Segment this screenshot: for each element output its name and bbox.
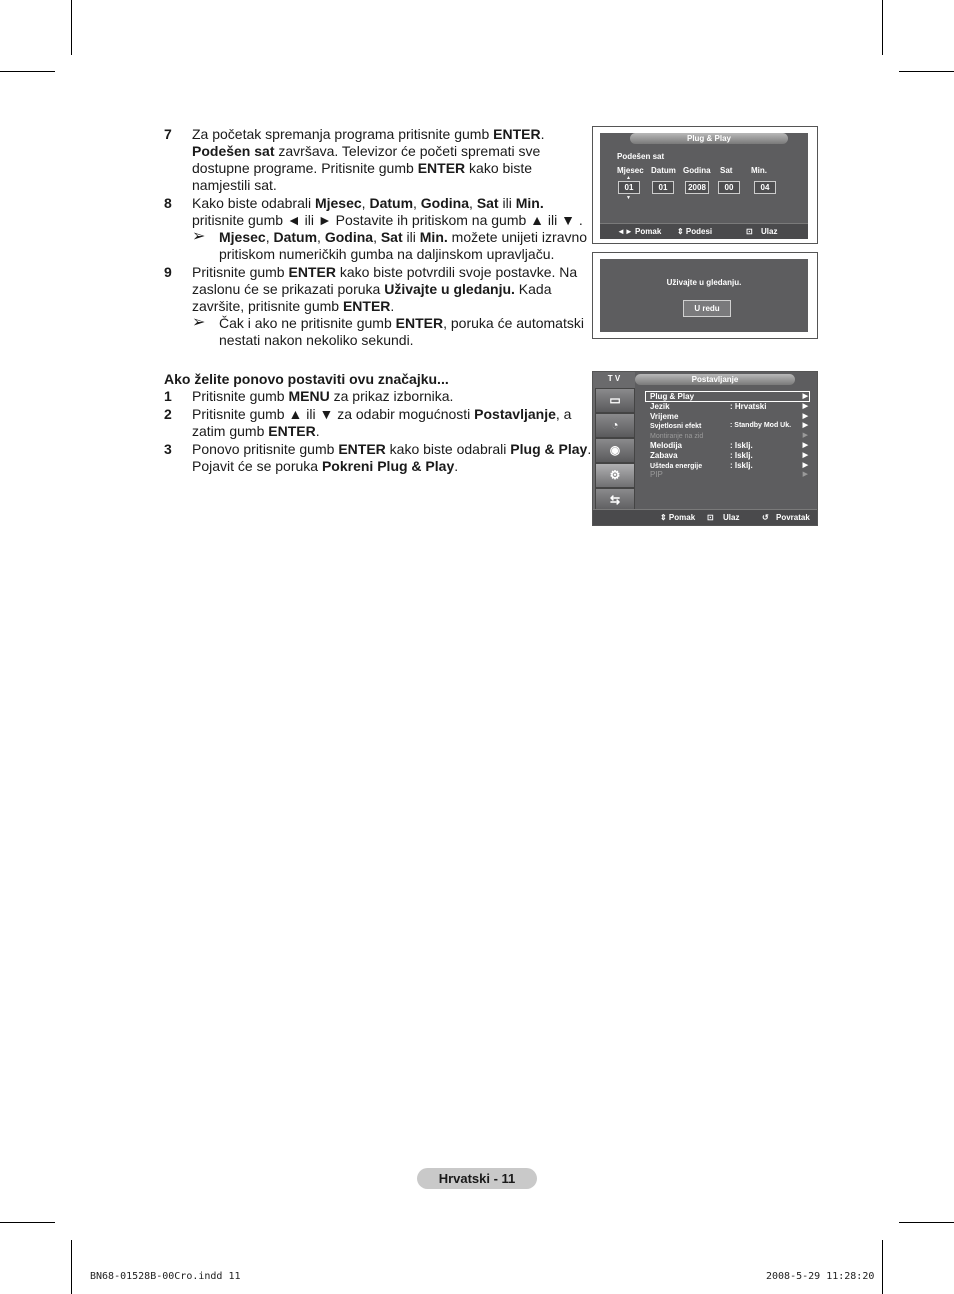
menu-item-label: Montiranje na zid [650, 433, 704, 441]
crop-mark [0, 1222, 55, 1223]
menu-arrow-icon: ▶ [802, 451, 808, 459]
menu-item[interactable] [650, 421, 812, 431]
field-label: Godina [683, 166, 711, 175]
emphasis-text: Uživajte u gledanju. [384, 281, 515, 297]
footer-enter: Ulaz [761, 227, 778, 236]
body-text: Pritisnite gumb [192, 388, 289, 404]
menu-item-value: : Standby Mod Uk. [730, 422, 792, 430]
body-text: Kako biste odabrali [192, 195, 315, 211]
menu-arrow-icon: ▶ [802, 393, 808, 400]
menu-arrow-icon: ▶ [802, 461, 808, 469]
footer-move: ◄► Pomak [617, 227, 662, 236]
menu-item[interactable] [650, 451, 812, 461]
crop-mark [882, 1240, 883, 1294]
file-slug: BN68-01528B-00Cro.indd 11 [90, 1271, 241, 1282]
body-text: ili [402, 229, 420, 245]
screen-plug-play [600, 133, 808, 239]
menu-arrow-icon: ▶ [802, 412, 808, 420]
step-item [164, 126, 592, 194]
menu-arrow-icon: ▶ [802, 471, 808, 479]
emphasis-text: ENTER [417, 160, 466, 176]
crop-mark [71, 1240, 72, 1294]
body-text: Kada završite, pritisnite gumb [192, 281, 552, 314]
body-text: , a zatim gumb [192, 406, 572, 439]
crop-mark [882, 0, 883, 55]
down-arrow-icon: ▼ [626, 195, 631, 201]
body-text: , [361, 195, 370, 211]
enter-icon: ⊡ [746, 227, 753, 236]
note-arrow-icon: ➢ [192, 314, 206, 331]
step-number: 8 [164, 195, 172, 211]
step-number: 2 [164, 406, 172, 422]
menu-title: Postavljanje [635, 374, 795, 385]
menu-item-value: : Isklj. [730, 441, 753, 450]
emphasis-text: ENTER [338, 441, 386, 457]
emphasis-text: Pokreni Plug & Play [321, 458, 455, 474]
footer-back: Povratak [776, 513, 810, 522]
body-text: Pritisnite gumb [192, 264, 289, 280]
menu-item-label: Jezik [650, 401, 670, 411]
body-text: . [540, 126, 545, 142]
body-text: kako biste namjestili sat. [192, 160, 533, 193]
emphasis-text: Min. [515, 195, 544, 211]
sound-menu-icon[interactable]: ◔ [595, 413, 635, 438]
input-menu-icon[interactable]: ⇆ [595, 488, 635, 513]
step-text [192, 195, 592, 229]
menu-item[interactable] [650, 441, 812, 451]
menu-item[interactable] [650, 412, 812, 422]
menu-footer [593, 509, 817, 525]
emphasis-text: MENU [288, 388, 330, 404]
menu-item-label: Vrijeme [650, 411, 679, 421]
menu-item-value: : Hrvatski [730, 401, 767, 411]
body-text: , poruka će automatski nestati nakon nekoliko sekundi. [219, 315, 584, 348]
emphasis-text: Godina [420, 195, 470, 211]
enter-icon: ⊡ [707, 513, 714, 522]
menu-arrow-icon: ▶ [802, 402, 808, 410]
menu-item[interactable] [650, 461, 812, 471]
instructions-column [164, 126, 592, 476]
menu-item[interactable] [650, 431, 812, 441]
menu-item-label: Zabava [650, 450, 678, 460]
step-item [164, 195, 592, 263]
step-text [192, 406, 592, 440]
step-number: 3 [164, 441, 172, 457]
step-number: 1 [164, 388, 172, 404]
emphasis-text: Podešen sat [192, 143, 275, 159]
footer-adjust: ⇕ Podesi [677, 227, 713, 236]
step-item [164, 264, 592, 349]
step-note [192, 229, 592, 263]
body-text: , [317, 229, 325, 245]
menu-item-label: Svjetlosni efekt [650, 423, 702, 431]
tv-label: T V [607, 374, 621, 383]
up-arrow-icon: ▲ [626, 175, 631, 181]
step-number: 7 [164, 126, 172, 142]
body-text: završava. Televizor će početi spremati sve dostupne programe. Pritisnite gumb [192, 143, 541, 176]
channel-menu-icon[interactable]: ◉ [595, 438, 635, 463]
picture-menu-icon[interactable]: ▭ [595, 388, 635, 413]
emphasis-text: Mjesec [314, 195, 362, 211]
day-field[interactable]: 01 [652, 181, 674, 194]
screen-title: Plug & Play [630, 133, 788, 144]
step-note [192, 315, 592, 349]
section-heading: Ako želite ponovo postaviti ovu značajku... [164, 371, 449, 387]
footer-enter: Ulaz [723, 513, 740, 522]
body-text: , [469, 195, 477, 211]
screen-setup-frame [592, 371, 818, 526]
body-text: Čak i ako ne pritisnite gumb [219, 315, 396, 331]
step-text [192, 441, 592, 475]
date-slug: 2008-5-29 11:28:20 [766, 1271, 875, 1282]
body-text: . [315, 423, 320, 439]
note-arrow-icon: ➢ [192, 228, 206, 245]
emphasis-text: ENTER [268, 423, 316, 439]
crop-mark [0, 71, 55, 72]
enjoy-message: Uživajte u gledanju. [666, 278, 742, 287]
page-number: Hrvatski - 11 [417, 1168, 537, 1189]
body-text: . [454, 458, 459, 474]
body-text: , [373, 229, 381, 245]
year-field[interactable]: 2008 [685, 181, 709, 194]
step-text [192, 126, 592, 194]
clock-subtitle: Podešen sat [617, 152, 665, 161]
body-text: , [413, 195, 421, 211]
emphasis-text: ENTER [288, 264, 336, 280]
emphasis-text: ENTER [342, 298, 391, 314]
screen-footer [600, 223, 808, 239]
menu-item-value: : Isklj. [730, 460, 753, 470]
emphasis-text: ENTER [395, 315, 444, 331]
body-text: , [265, 229, 274, 245]
emphasis-text: Min. [419, 229, 448, 245]
body-text: Pritisnite gumb ▲ ili ▼ za odabir mogućnosti [192, 406, 475, 422]
body-text: . Pojavit će se poruka [192, 441, 592, 474]
body-text: pritisnite gumb ◄ ili ► Postavite ih pritiskom na gumb ▲ ili ▼ . [192, 212, 583, 228]
emphasis-text: Datum [273, 229, 318, 245]
footer-move: ⇕ Pomak [660, 513, 696, 522]
step-item [164, 406, 592, 440]
body-text: Ponovo pritisnite gumb [192, 441, 339, 457]
body-text: . [390, 298, 395, 314]
step-text [192, 264, 592, 315]
minute-field[interactable]: 04 [754, 181, 776, 194]
body-text: ili [498, 195, 516, 211]
field-label: Mjesec [617, 166, 644, 175]
return-icon: ↺ [762, 513, 769, 522]
body-text: možete unijeti izravno pritiskom numeričkih gumba na daljinskom upravljaču. [219, 229, 588, 262]
menu-item-label: PIP [650, 470, 663, 480]
emphasis-text: Godina [324, 229, 374, 245]
menu-item-label: Ušteda energije [650, 462, 703, 470]
body-text: kako biste potvrdili svoje postavke. Na zaslonu će se prikazati poruka [192, 264, 578, 297]
hour-field[interactable]: 00 [718, 181, 740, 194]
menu-item-label: Plug & Play [650, 392, 695, 401]
menu-item-value: : Isklj. [730, 450, 753, 460]
menu-item-label: Melodija [650, 441, 683, 450]
emphasis-text: ENTER [493, 126, 541, 142]
emphasis-text: Sat [476, 195, 499, 211]
crop-mark [899, 1222, 954, 1223]
steps-list-a [164, 126, 592, 349]
step-text [192, 388, 592, 405]
body-text: kako biste odabrali [385, 441, 511, 457]
month-field[interactable]: 01 [618, 181, 640, 194]
screen-message [600, 259, 808, 332]
crop-mark [899, 71, 954, 72]
body-text: Za početak spremanja programa pritisnite gumb [192, 126, 494, 142]
menu-arrow-icon: ▶ [802, 432, 808, 440]
screen-setup [593, 372, 817, 525]
menu-item[interactable] [650, 470, 812, 480]
menu-item[interactable] [650, 392, 812, 402]
field-label: Sat [720, 166, 733, 175]
menu-item[interactable] [650, 402, 812, 412]
steps-list-b [164, 388, 592, 475]
step-number: 9 [164, 264, 172, 280]
emphasis-text: Mjesec [219, 229, 266, 245]
crop-mark [71, 0, 72, 55]
emphasis-text: Datum [369, 195, 414, 211]
step-item [164, 388, 592, 405]
body-text: za prikaz izbornika. [329, 388, 454, 404]
screen-plug-play-frame [592, 126, 818, 244]
menu-arrow-icon: ▶ [802, 422, 808, 430]
field-label: Min. [751, 166, 767, 175]
menu-arrow-icon: ▶ [802, 442, 808, 449]
emphasis-text: Plug & Play [510, 441, 588, 457]
setup-menu-icon[interactable]: ⚙ [595, 463, 635, 488]
field-label: Datum [651, 166, 676, 175]
emphasis-text: Sat [380, 229, 403, 245]
menu-sidebar [593, 372, 635, 525]
ok-button[interactable]: U redu [683, 300, 731, 317]
emphasis-text: Postavljanje [474, 406, 556, 422]
step-item [164, 441, 592, 475]
screen-message-frame [592, 252, 818, 339]
